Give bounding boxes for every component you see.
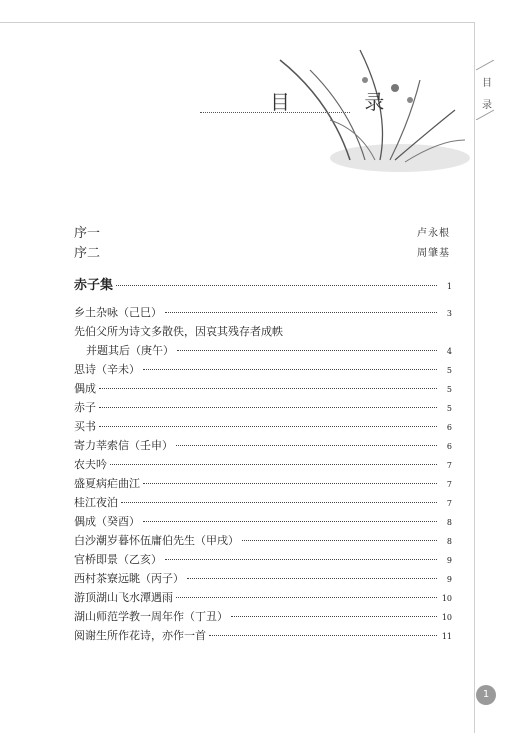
toc-entry-title: 偶成（癸酉）: [74, 515, 140, 528]
toc-entry[interactable]: [74, 304, 452, 323]
preface-author: 周肇基: [417, 248, 450, 259]
toc-entry-page: 3: [446, 309, 452, 318]
leader-dots: [242, 540, 437, 541]
toc-entry-title: 偶成: [74, 382, 96, 395]
toc-entry-page: 8: [446, 518, 452, 527]
leader-dots: [110, 464, 437, 465]
leader-dots: [165, 559, 437, 560]
toc-entry-page: 6: [446, 442, 452, 451]
page-title: 目 录: [270, 90, 419, 114]
toc-entry[interactable]: [74, 475, 452, 494]
top-rule: [0, 22, 474, 23]
toc-entry-title: 官桥即景（乙亥）: [74, 553, 162, 566]
toc-entry-title: 寄力莘索信（壬申）: [74, 439, 173, 452]
toc-entry-page: 5: [446, 385, 452, 394]
leader-dots: [116, 285, 437, 286]
toc-entry-title: 阅谢生所作花诗，亦作一首: [74, 629, 206, 642]
toc-entry[interactable]: [74, 418, 452, 437]
leader-dots: [165, 312, 437, 313]
toc-entry[interactable]: [74, 551, 452, 570]
toc-entry[interactable]: [74, 380, 452, 399]
leader-dots: [231, 616, 437, 617]
preface-label: 序二: [74, 246, 101, 261]
toc-entry-page: 5: [446, 366, 452, 375]
toc-entry-page: 9: [446, 575, 452, 584]
leader-dots: [143, 521, 437, 522]
toc-entry-page: 6: [446, 423, 452, 432]
toc-entry[interactable]: [74, 570, 452, 589]
toc-entry-title: 买书: [74, 420, 96, 433]
page-number-badge: 1: [476, 685, 496, 705]
leader-dots: [99, 407, 437, 408]
toc-entry[interactable]: [74, 342, 452, 361]
toc-entry[interactable]: [74, 627, 452, 646]
side-tab-char: 目: [482, 78, 492, 89]
toc-entry-title: 盛夏病疟曲江: [74, 477, 140, 490]
section-title: 赤子集: [74, 278, 114, 293]
toc-entry-page: 9: [446, 556, 452, 565]
toc-entry[interactable]: [74, 437, 452, 456]
leader-dots: [121, 502, 437, 503]
toc-entry[interactable]: [74, 494, 452, 513]
leader-dots: [143, 369, 437, 370]
leader-dots: [99, 426, 437, 427]
toc-entry[interactable]: [74, 513, 452, 532]
side-tab-char: 录: [482, 100, 492, 111]
orchid-illustration-icon: [270, 40, 470, 190]
toc-entry-title: 先伯父所为诗文多散佚，因哀其残存者成帙: [74, 325, 283, 338]
toc-entry-title: 白沙潮岁暮怀伍庸伯先生（甲戌）: [74, 534, 239, 547]
toc-entry-page: 7: [446, 480, 452, 489]
right-rule: [474, 22, 475, 733]
toc-entry-title: 游顶湖山飞水潭遇雨: [74, 591, 173, 604]
toc-entry-page: 11: [441, 632, 452, 641]
toc-entry-title: 西村茶寮远眺（丙子）: [74, 572, 184, 585]
toc-entry-title: 湖山师范学教一周年作（丁丑）: [74, 610, 228, 623]
section-page-number: 1: [446, 282, 452, 291]
leader-dots: [209, 635, 437, 636]
leader-dots: [99, 388, 437, 389]
toc-entry[interactable]: [74, 361, 452, 380]
leader-dots: [177, 350, 437, 351]
preface-author: 卢永根: [417, 228, 450, 239]
leader-dots: [143, 483, 437, 484]
toc-entry[interactable]: [74, 456, 452, 475]
toc-entry[interactable]: [74, 608, 452, 627]
toc-entry-title: 桂江夜泊: [74, 496, 118, 509]
leader-dots: [187, 578, 437, 579]
toc-entry[interactable]: [74, 532, 452, 551]
toc-entry-page: 7: [446, 461, 452, 470]
toc-entry-title: 乡土杂咏（己巳）: [74, 306, 162, 319]
toc-entry-title: 思诗（辛未）: [74, 363, 140, 376]
toc-entry[interactable]: [74, 323, 452, 342]
toc-entry-title: 农夫吟: [74, 458, 107, 471]
toc-entry-title: 并题其后（庚午）: [86, 344, 174, 357]
toc-entry-title: 赤子: [74, 401, 96, 414]
toc-entry[interactable]: [74, 399, 452, 418]
side-tab: [474, 60, 496, 120]
toc-entry-page: 5: [446, 404, 452, 413]
toc-entry-page: 10: [441, 594, 452, 603]
leader-dots: [176, 445, 437, 446]
title-leader-dots: [200, 112, 350, 113]
preface-label: 序一: [74, 226, 101, 241]
section-heading-row[interactable]: [74, 274, 452, 292]
toc-entry-page: 7: [446, 499, 452, 508]
toc-entry-page: 8: [446, 537, 452, 546]
leader-dots: [176, 597, 437, 598]
toc-list: [74, 304, 452, 646]
toc-entry[interactable]: [74, 589, 452, 608]
toc-entry-page: 4: [446, 347, 452, 356]
side-tab-lines-icon: [474, 60, 496, 120]
toc-entry-page: 10: [441, 613, 452, 622]
